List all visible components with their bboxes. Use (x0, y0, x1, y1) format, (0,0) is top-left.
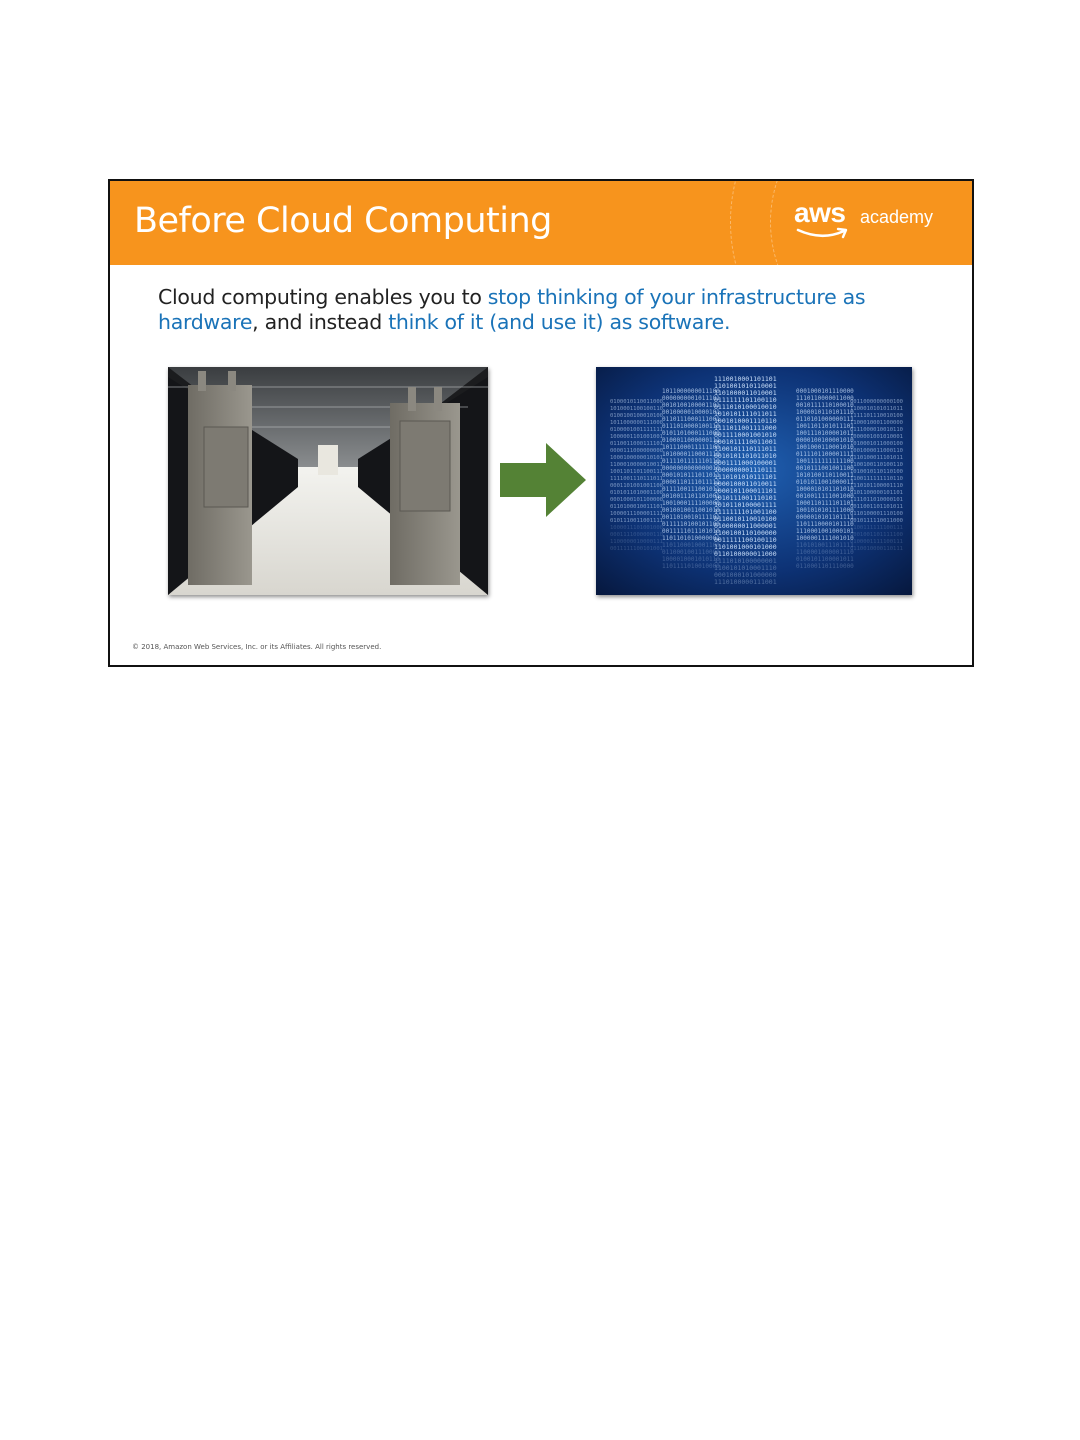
svg-text:1111011001111000: 1111011001111000 (714, 424, 777, 432)
svg-text:0111010000100110: 0111010000100110 (662, 423, 720, 430)
svg-text:1100100110100000: 1100100110100000 (714, 529, 777, 537)
svg-text:0110010000110111: 0110010000110111 (850, 546, 903, 552)
svg-text:0011000000000100: 0011000000000100 (850, 399, 903, 405)
svg-text:1111011010000101: 1111011010000101 (850, 497, 903, 503)
svg-text:0001001101111100: 0001001101111100 (850, 532, 903, 538)
svg-text:1100101110111011: 1100101110111011 (714, 445, 777, 453)
svg-text:1011000000111000: 1011000000111000 (610, 420, 663, 426)
svg-text:1111010100000001: 1111010100000001 (714, 557, 777, 565)
svg-text:1100111111100111: 1100111111100111 (850, 525, 903, 531)
svg-text:1010101111011011: 1010101111011011 (714, 410, 777, 418)
slide-statement (158, 285, 938, 335)
svg-text:1100000010000111: 1100000010000111 (610, 539, 663, 545)
svg-text:1000001111001010: 1000001111001010 (796, 535, 854, 542)
svg-text:0110010110010100: 0110010110010100 (714, 515, 777, 523)
svg-text:1101100010001100: 1101100010001100 (662, 542, 720, 549)
svg-text:1100010001100000: 1100010001100000 (850, 420, 903, 426)
svg-text:1100100110100110: 1100100110100110 (850, 462, 903, 468)
svg-text:0110011000111101: 0110011000111101 (610, 441, 663, 447)
svg-text:1101001010110001: 1101001010110001 (714, 382, 777, 390)
svg-text:1000010110101110: 1000010110101110 (796, 409, 854, 416)
svg-text:1000110111101101: 1000110111101101 (796, 500, 854, 507)
svg-text:1110010001101101: 1110010001101101 (714, 375, 777, 383)
svg-text:1001110100001011: 1001110100001011 (796, 430, 854, 437)
svg-text:0001000101110000: 0001000101110000 (796, 388, 854, 395)
svg-text:1000010001010110: 1000010001010110 (662, 556, 720, 563)
svg-text:1010110100001111: 1010110100001111 (714, 501, 777, 509)
svg-text:1001010001110110: 1001010001110110 (714, 417, 777, 425)
svg-text:0010101101011010: 0010101101011010 (714, 452, 777, 460)
amazon-smile-icon (796, 227, 852, 241)
svg-text:1000000001110111: 1000000001110111 (714, 466, 777, 474)
svg-text:1100111111110110: 1100111111110110 (850, 476, 903, 482)
statement-part1: Cloud computing enables you to (158, 285, 488, 309)
svg-text:0001111000000110: 0001111000000110 (610, 532, 663, 538)
svg-text:0000000000000010: 0000000000000010 (662, 465, 720, 472)
svg-text:1000101100011101: 1000101100011101 (714, 487, 777, 495)
svg-text:0110111000111001: 0110111000111001 (662, 416, 720, 423)
slide-title: Before Cloud Computing (134, 201, 552, 241)
svg-text:1001010101111000: 1001010101111000 (796, 507, 854, 514)
svg-text:0100101100001011: 0100101100001011 (796, 556, 854, 563)
svg-text:0011111100100110: 0011111100100110 (714, 536, 777, 544)
svg-text:0110100000011000: 0110100000011000 (714, 550, 777, 558)
svg-text:1111001110111011: 1111001110111011 (610, 476, 663, 482)
svg-text:0001101001001100: 0001101001001100 (610, 483, 663, 489)
svg-text:0101101000111000: 0101101000111000 (662, 430, 720, 437)
svg-text:1010000110001110: 1010000110001110 (662, 451, 720, 458)
svg-text:0011110001001010: 0011110001001010 (714, 431, 777, 439)
svg-text:1100101010001110: 1100101010001110 (714, 564, 777, 572)
svg-text:0111100111001011: 0111100111001011 (662, 486, 720, 493)
svg-text:0000110111011111: 0000110111011111 (662, 479, 720, 486)
svg-text:1000100000010101: 1000100000010101 (610, 455, 663, 461)
svg-text:0010100100001101: 0010100100001101 (662, 402, 720, 409)
svg-text:0011001101101011: 0011001101101011 (850, 504, 903, 510)
svg-text:1011000000011100: 1011000000011100 (662, 388, 720, 395)
svg-text:0111101111110110: 0111101111110110 (662, 458, 720, 465)
svg-text:0110100001110100: 0110100001110100 (850, 511, 903, 517)
svg-text:0000000001011101: 0000000001011101 (662, 395, 720, 402)
svg-text:1010001100100110: 1010001100100110 (610, 406, 663, 412)
svg-text:1101001000101000: 1101001000101000 (714, 543, 777, 551)
svg-text:1001111111111100: 1001111111111100 (796, 458, 854, 465)
svg-text:1000011100001111: 1000011100001111 (610, 511, 663, 517)
svg-text:1100010101011011: 1100010101011011 (850, 406, 903, 412)
svg-text:0110100011101011: 0110100011101011 (850, 455, 903, 461)
svg-text:0111101100001111: 0111101100001111 (796, 451, 854, 458)
svg-text:1110100000111001: 1110100000111001 (714, 578, 777, 586)
svg-text:0111000010010110: 0111000010010110 (850, 427, 903, 433)
svg-text:1110101100001110: 1110101100001110 (850, 483, 903, 489)
svg-text:1001101101100111: 1001101101100111 (610, 469, 663, 475)
svg-text:0001000101100000: 0001000101100000 (610, 497, 663, 503)
svg-text:0010111110011000: 0010111110011000 (850, 518, 903, 524)
svg-text:0010111001001100: 0010111001001100 (796, 465, 854, 472)
slide-header (110, 181, 972, 265)
svg-text:1101000011010001: 1101000011010001 (714, 389, 777, 397)
svg-text:0100010110011000: 0100010110011000 (610, 399, 663, 405)
svg-text:0011111100101001: 0011111100101001 (610, 546, 663, 552)
svg-text:1111111101001100: 1111111101001100 (714, 508, 777, 516)
svg-text:0001000101000000: 0001000101000000 (714, 571, 777, 579)
logo-product: academy (860, 207, 934, 227)
svg-text:0101100000101101: 0101100000101101 (850, 490, 903, 496)
svg-text:0111010100010010: 0111010100010010 (714, 403, 777, 411)
svg-text:1010010110110100: 1010010110110100 (850, 469, 903, 475)
svg-text:1010111001110101: 1010111001110101 (714, 494, 777, 502)
svg-text:1010100110110011: 1010100110110011 (796, 472, 854, 479)
svg-text:1110101010111101: 1110101010111101 (714, 473, 777, 481)
statement-part2: , and instead (252, 310, 389, 334)
logo-wordmark: aws (794, 197, 846, 228)
statement-highlight-software: think of it (and use it) as software. (388, 310, 731, 334)
svg-text:0000100100001010: 0000100100001010 (796, 437, 854, 444)
svg-text:0101011010001100: 0101011010001100 (610, 490, 663, 496)
svg-text:0010011101101001: 0010011101101001 (662, 493, 720, 500)
svg-text:1101111010010000: 1101111010010000 (662, 563, 720, 570)
svg-text:1111101110010100: 1111101110010100 (850, 413, 903, 419)
svg-text:0010010011001010: 0010010011001010 (662, 507, 720, 514)
svg-text:0110100010011101: 0110100010011101 (610, 504, 663, 510)
svg-text:0111111101100110: 0111111101100110 (714, 396, 777, 404)
statement-highlight-hardware: stop thinking of your infrastructure as hardware (158, 285, 866, 334)
svg-text:1110110000011000: 1110110000011000 (796, 395, 854, 402)
svg-text:1001101101011101: 1001101101011101 (796, 423, 854, 430)
svg-text:0110001101110000: 0110001101110000 (796, 563, 854, 570)
copyright-footer: © 2018, Amazon Web Services, Inc. or its Affiliates. All rights reserved. (132, 643, 382, 651)
svg-text:1100010000010011: 1100010000010011 (610, 462, 663, 468)
svg-text:1000001101001001: 1000001101001001 (610, 434, 663, 440)
svg-text:0001011110011001: 0001011110011001 (714, 438, 777, 446)
svg-text:0011111011101010: 0011111011101010 (662, 528, 720, 535)
svg-text:1100001000001110: 1100001000001110 (796, 549, 854, 556)
data-center-photo (168, 367, 488, 595)
svg-text:1010001011000100: 1010001011000100 (850, 441, 903, 447)
svg-text:1000010101101010: 1000010101101010 (796, 486, 854, 493)
svg-text:1101110000101110: 1101110000101110 (796, 521, 854, 528)
svg-text:0010111110100010: 0010111110100010 (796, 402, 854, 409)
svg-text:0000100011010011: 0000100011010011 (714, 480, 777, 488)
svg-text:0001010111011011: 0001010111011011 (662, 472, 720, 479)
aws-academy-logo (794, 197, 944, 247)
svg-text:0000111000000000: 0000111000000000 (610, 448, 663, 454)
svg-text:0101011001000011: 0101011001000011 (796, 479, 854, 486)
svg-text:1001000110001010: 1001000110001010 (796, 444, 854, 451)
svg-text:0100011000000111: 0100011000000111 (662, 437, 720, 444)
svg-text:0011010010111101: 0011010010111101 (662, 514, 720, 521)
slide (108, 179, 974, 667)
svg-text:0100001001111111: 0100001001111111 (610, 427, 663, 433)
svg-text:0010000010000101: 0010000010000101 (662, 409, 720, 416)
svg-text:0110101000000111: 0110101000000111 (796, 416, 854, 423)
svg-text:1000001001010001: 1000001001010001 (850, 434, 903, 440)
svg-text:1101101010000001: 1101101010000001 (662, 535, 720, 542)
svg-text:1101010011101111: 1101010011101111 (796, 542, 854, 549)
svg-text:0100100100010100: 0100100100010100 (610, 413, 663, 419)
arrow-right-icon (500, 443, 586, 517)
svg-text:1000011101001000: 1000011101001000 (610, 525, 663, 531)
svg-text:0101110011001111: 0101110011001111 (610, 518, 663, 524)
svg-text:0111110100101100: 0111110100101100 (662, 521, 720, 528)
svg-text:0100001111100111: 0100001111100111 (850, 539, 903, 545)
binary-code-image (596, 367, 912, 595)
svg-text:0001111000100001: 0001111000100001 (714, 459, 777, 467)
svg-text:1110001001000101: 1110001001000101 (796, 528, 854, 535)
svg-text:0110001001110000: 0110001001110000 (662, 549, 720, 556)
svg-text:0010011111001000: 0010011111001000 (796, 493, 854, 500)
svg-text:0000010101101111: 0000010101101111 (796, 514, 854, 521)
svg-text:1001000011000110: 1001000011000110 (850, 448, 903, 454)
svg-text:1011100011111100: 1011100011111100 (662, 444, 720, 451)
svg-text:0100000011000001: 0100000011000001 (714, 522, 777, 530)
svg-text:1001000111100000: 1001000111100000 (662, 500, 720, 507)
